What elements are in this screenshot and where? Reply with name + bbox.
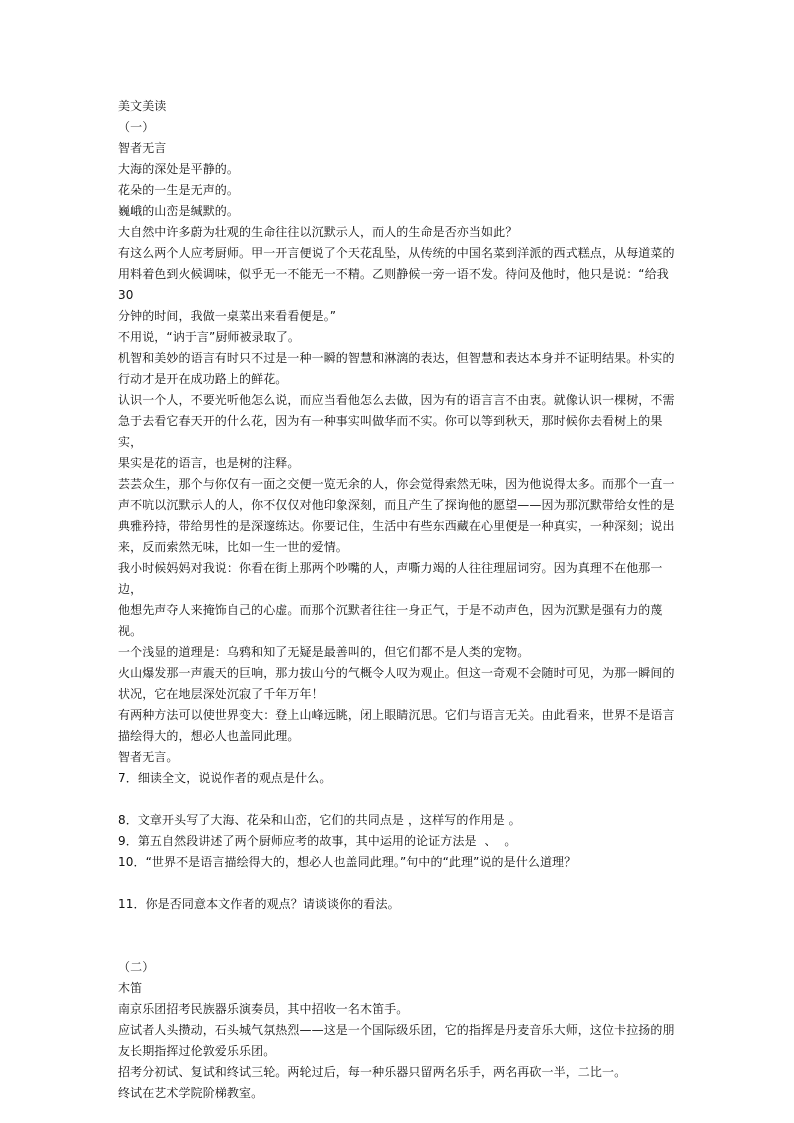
body-line: 友长期指挥过伦敦爱乐乐团。 bbox=[118, 1044, 276, 1058]
body-line: 状况，它在地层深处沉寂了千年万年！ bbox=[118, 687, 324, 701]
body-line: 认识一个人，不要光听他怎么说，而应当看他怎么去做，因为有的语言言不由衷。就像认识一棵树，不需 bbox=[118, 393, 675, 407]
body-line: 大海的深处是平静的。 bbox=[118, 162, 240, 176]
body-line: 花朵的一生是无声的。 bbox=[118, 183, 240, 197]
body-line: 巍峨的山峦是缄默的。 bbox=[118, 204, 240, 218]
body-line: 芸芸众生，那个与你仅有一面之交便一览无余的人，你会觉得索然无味，因为他说得太多。而那个一直一 bbox=[118, 477, 675, 491]
body-line: 应试者人头攒动，石头城气氛热烈——这是一个国际级乐团，它的指挥是丹麦音乐大师，这位卡拉扬的朋 bbox=[118, 1023, 675, 1037]
question-11: 11．你是否同意本文作者的观点？请谈谈你的看法。 bbox=[118, 897, 400, 911]
body-line: 声不吭以沉默示人的人，你不仅仅对他印象深刻，而且产生了探询他的愿望——因为那沉默带给女性的是 bbox=[118, 498, 675, 512]
body-line: 有这么两个人应考厨师。甲一开言便说了个天花乱坠，从传统的中国名菜到洋派的西式糕点，从每道菜的 bbox=[118, 246, 675, 260]
body-line: 来，反而索然无味，比如一生一世的爱情。 bbox=[118, 540, 348, 554]
article-title: 木笛 bbox=[118, 981, 143, 995]
body-line: 用料着色到火候调味，似乎无一不能无一不精。乙则静候一旁一语不发。待问及他时，他只是说：“给我 30 bbox=[118, 267, 673, 302]
answer-space bbox=[118, 789, 678, 810]
body-line: 果实是花的语言，也是树的注释。 bbox=[118, 456, 300, 470]
section-one bbox=[118, 96, 678, 915]
body-line: 不用说，“讷于言”厨师被录取了。 bbox=[118, 330, 301, 344]
section-number: （二） bbox=[118, 960, 155, 974]
answer-space bbox=[118, 873, 678, 894]
question-7: 7．细读全文，说说作者的观点是什么。 bbox=[118, 771, 332, 785]
body-line: 招考分初试、复试和终试三轮。两轮过后，每一种乐器只留两名乐手，两名再砍一半，二比一。 bbox=[118, 1065, 627, 1079]
body-line: 机智和美妙的语言有时只不过是一种一瞬的智慧和淋漓的表达，但智慧和表达本身并不证明结果。朴实的 bbox=[118, 351, 675, 365]
body-line: 他想先声夺人来掩饰自己的心虚。而那个沉默者往往一身正气，于是不动声色，因为沉默是强有力的蔑视。 bbox=[118, 603, 663, 638]
body-line: 分钟的时间，我做一桌菜出来看看便是。” bbox=[118, 309, 337, 323]
body-line: 有两种方法可以使世界变大：登上山峰远眺，闭上眼睛沉思。它们与语言无关。由此看来，世界不是语言 bbox=[118, 708, 675, 722]
body-line: 典雅矜持，带给男性的是深邃练达。你要记住，生活中有些东西藏在心里便是一种真实，一种深刻；说出 bbox=[118, 519, 675, 533]
body-line: 南京乐团招考民族器乐演奏员，其中招收一名木笛手。 bbox=[118, 1002, 409, 1016]
body-line: 终试在艺术学院阶梯教室。 bbox=[118, 1086, 264, 1100]
question-10: 10．“世界不是语言描绘得大的，想必人也盖同此理。”句中的“此理”说的是什么道理？ bbox=[118, 855, 577, 869]
section-number: （一） bbox=[118, 120, 155, 134]
section-two bbox=[118, 957, 678, 1104]
body-line: 大自然中许多蔚为壮观的生命往往以沉默示人，而人的生命是否亦当如此？ bbox=[118, 225, 518, 239]
article-title: 智者无言 bbox=[118, 141, 167, 155]
body-line: 描绘得大的，想必人也盖同此理。 bbox=[118, 729, 300, 743]
body-line: 火山爆发那一声震天的巨响，那力拔山兮的气概令人叹为观止。但这一奇观不会随时可见，为那一瞬间的 bbox=[118, 666, 675, 680]
body-line: 急于去看它春天开的什么花，因为有一种事实叫做华而不实。你可以等到秋天，那时候你去看树上的果实， bbox=[118, 414, 663, 449]
body-line: 一个浅显的道理是：乌鸦和知了无疑是最善叫的，但它们都不是人类的宠物。 bbox=[118, 645, 530, 659]
section-spacer bbox=[118, 915, 794, 957]
question-8: 8．文章开头写了大海、花朵和山峦，它们的共同点是 ，这样写的作用是 。 bbox=[118, 813, 521, 827]
body-line: 智者无言。 bbox=[118, 750, 179, 764]
section-heading: 美文美读 bbox=[118, 99, 167, 113]
question-9: 9．第五自然段讲述了两个厨师应考的故事，其中运用的论证方法是 、 。 bbox=[118, 834, 517, 848]
body-line: 行动才是开在成功路上的鲜花。 bbox=[118, 372, 288, 386]
body-line: 我小时候妈妈对我说：你看在街上那两个吵嘴的人，声嘶力竭的人往往理屈词穷。因为真理不在他那一边， bbox=[118, 561, 663, 596]
